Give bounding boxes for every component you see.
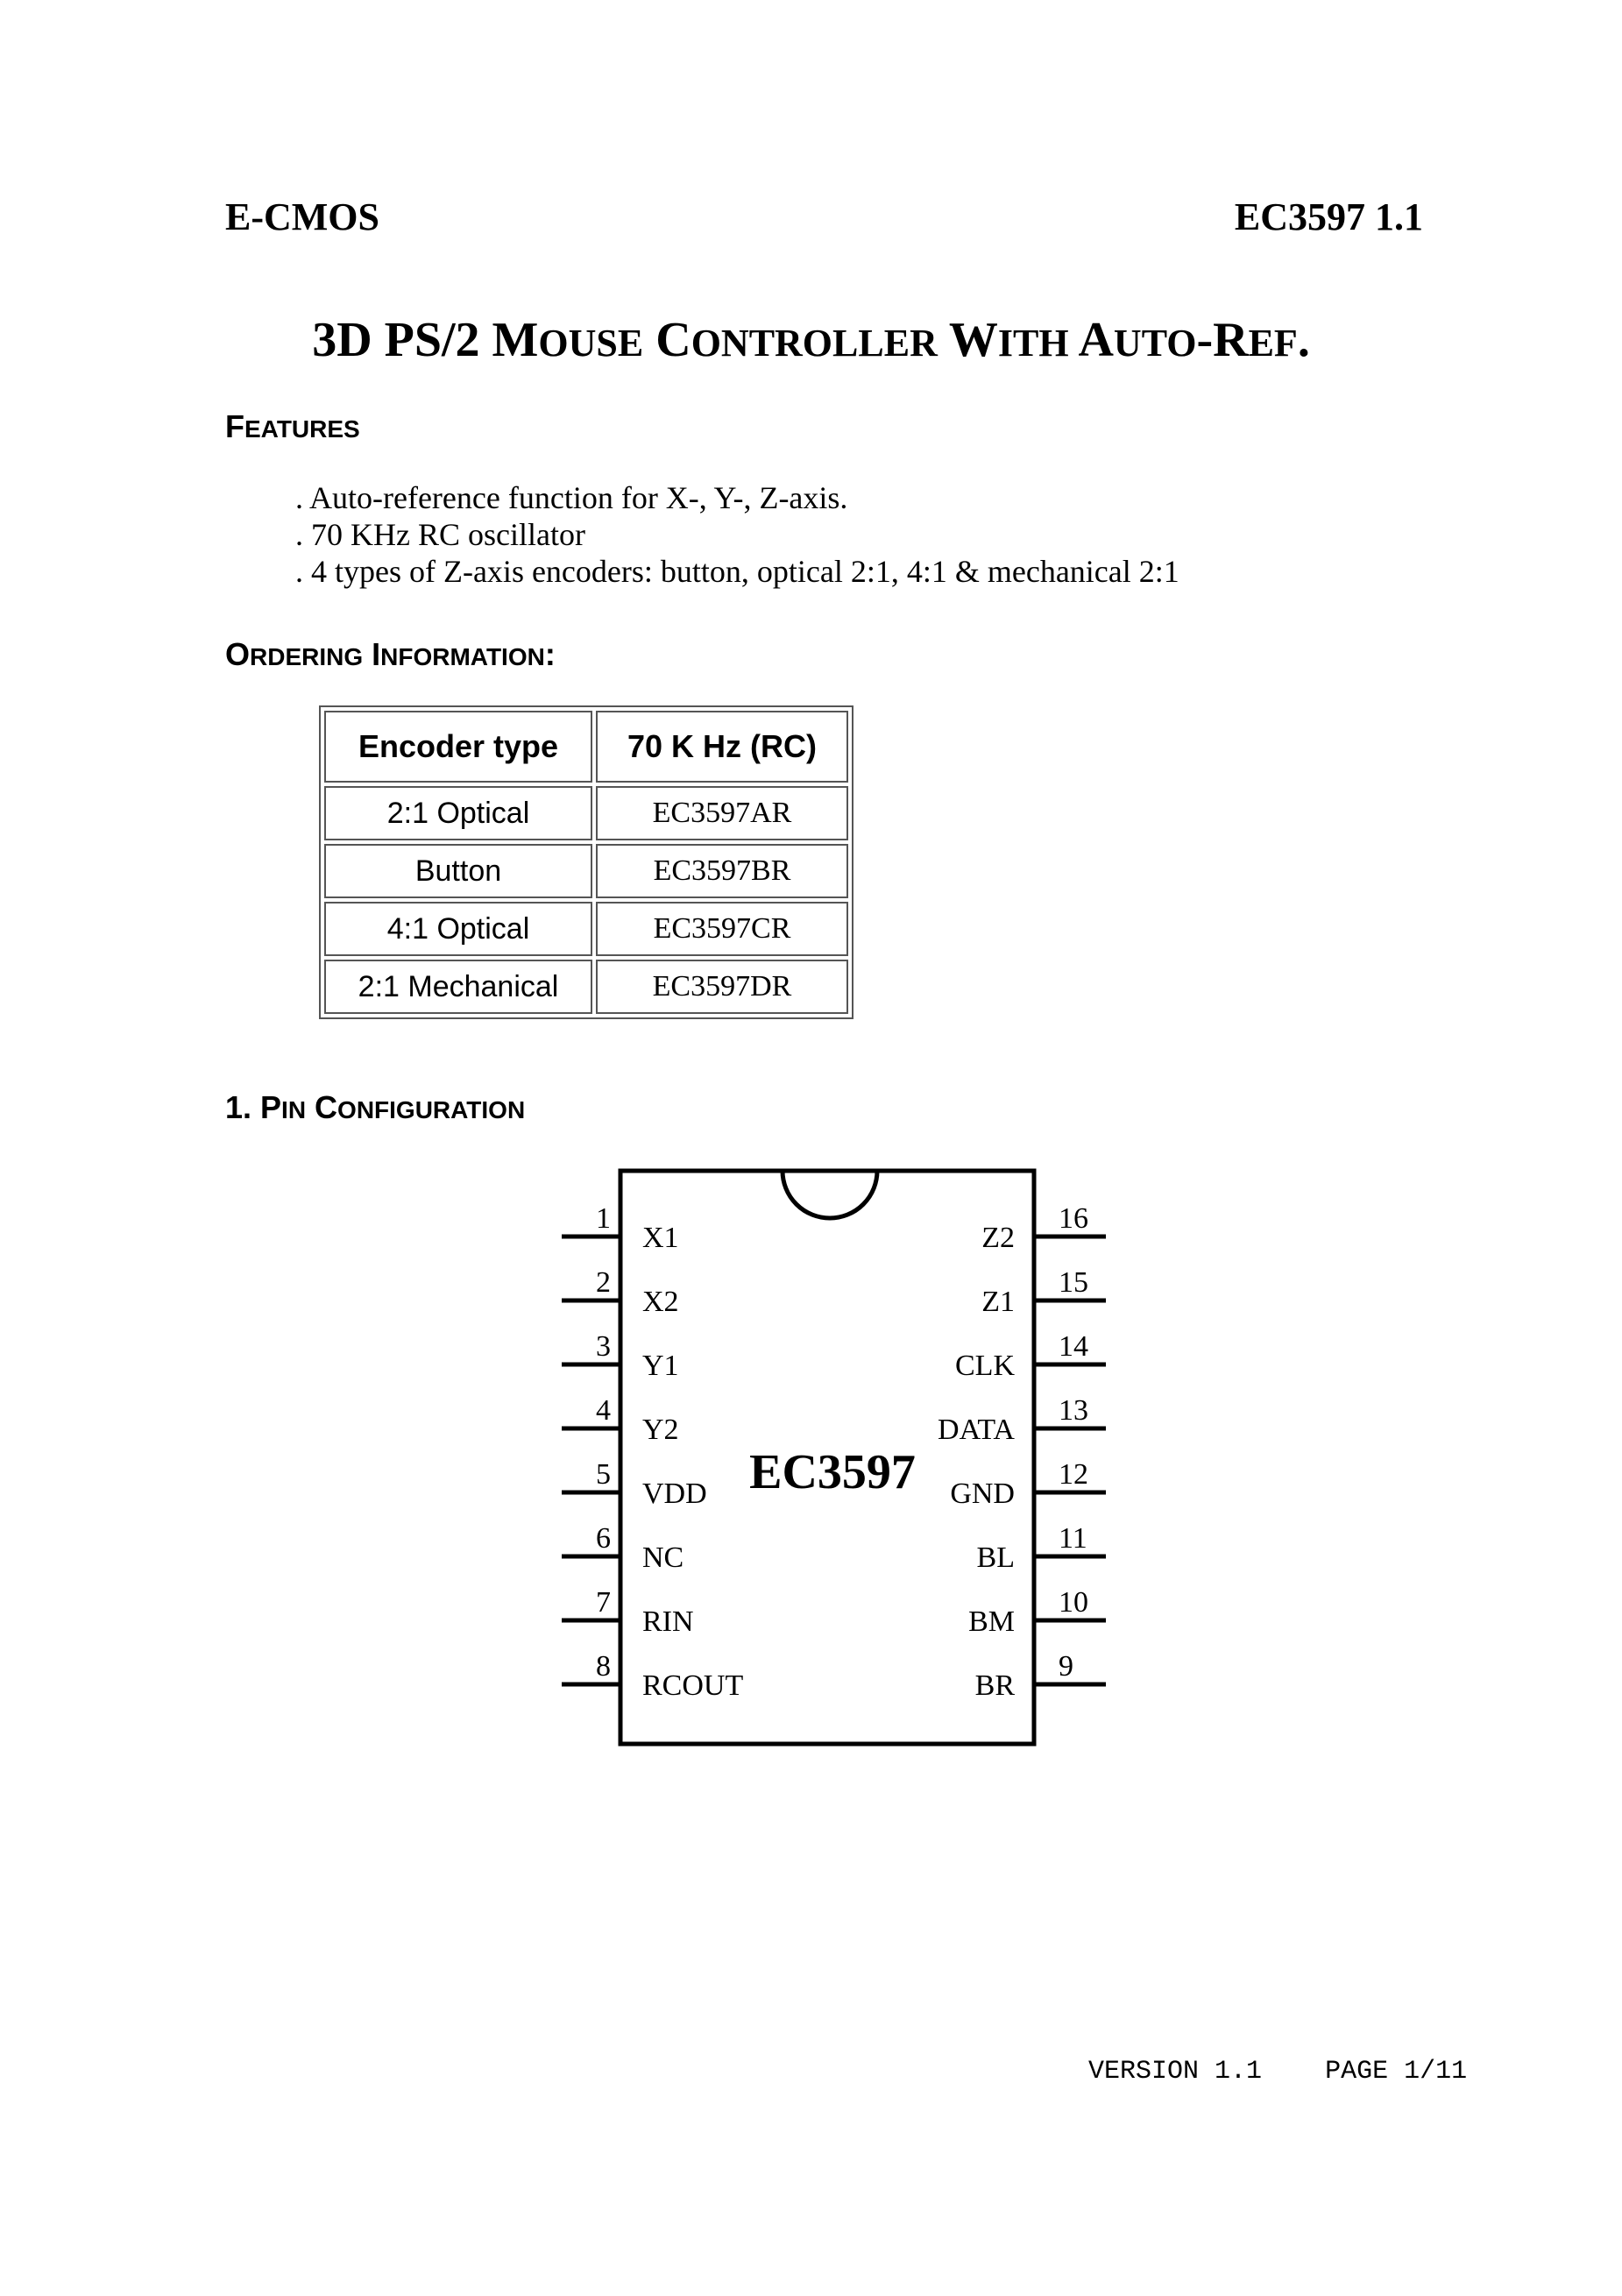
chip-notch <box>783 1171 877 1218</box>
feature-item: . 70 KHz RC oscillator <box>295 517 585 552</box>
column-header-frequency: 70 K Hz (RC) <box>596 711 848 783</box>
pin-number: 13 <box>1059 1394 1088 1427</box>
pin-label: X2 <box>642 1286 679 1318</box>
pin-label: Z2 <box>981 1222 1015 1254</box>
left-pins <box>562 1202 743 1702</box>
pin-label: BM <box>968 1605 1015 1638</box>
pin-label: Z1 <box>981 1286 1015 1318</box>
document-id: EC3597 1.1 <box>1234 195 1423 238</box>
pin-number: 5 <box>596 1458 611 1491</box>
pin-label: RIN <box>642 1605 694 1638</box>
pin-number: 7 <box>596 1586 611 1619</box>
pin-number: 6 <box>596 1522 611 1555</box>
encoder-cell: 2:1 Optical <box>324 786 592 840</box>
pin-number: 4 <box>596 1394 611 1427</box>
pin-number: 12 <box>1059 1458 1088 1491</box>
chip-name: EC3597 <box>749 1445 916 1499</box>
pin-label: Y2 <box>642 1414 679 1446</box>
part-number-cell: EC3597BR <box>596 844 848 898</box>
pin-number: 3 <box>596 1330 611 1363</box>
pin-number: 15 <box>1059 1266 1088 1299</box>
ordering-heading: ORDERING INFORMATION: <box>225 636 556 672</box>
column-header-encoder: Encoder type <box>324 711 592 783</box>
encoder-cell: Button <box>324 844 592 898</box>
pin-number: 11 <box>1059 1522 1087 1555</box>
pin-label: X1 <box>642 1222 679 1254</box>
part-number-cell: EC3597CR <box>596 902 848 956</box>
pin-label: Y1 <box>642 1350 679 1382</box>
pin-label: GND <box>950 1478 1015 1510</box>
version-label: VERSION 1.1 <box>1088 2057 1263 2087</box>
encoder-cell: 2:1 Mechanical <box>324 960 592 1014</box>
part-number-cell: EC3597AR <box>596 786 848 840</box>
feature-item: . 4 types of Z-axis encoders: button, optical 2:1, 4:1 & mechanical 2:1 <box>295 554 1179 589</box>
part-number-cell: EC3597DR <box>596 960 848 1014</box>
pin-label: NC <box>642 1541 684 1574</box>
document-title: 3D PS/2 MOUSE CONTROLLER WITH AUTO-REF. <box>312 313 1310 367</box>
pin-label: RCOUT <box>642 1669 744 1702</box>
feature-item: . Auto-reference function for X-, Y-, Z-axis. <box>295 480 848 515</box>
pin-label: BL <box>976 1541 1015 1574</box>
pin-label: CLK <box>955 1350 1015 1382</box>
pin-number: 1 <box>596 1202 611 1235</box>
company-name: E-CMOS <box>225 195 379 238</box>
pin-label: VDD <box>642 1478 707 1510</box>
pin-number: 14 <box>1059 1330 1088 1363</box>
pin-configuration-heading: 1. PIN CONFIGURATION <box>225 1089 526 1125</box>
pin-number: 8 <box>596 1650 611 1683</box>
right-pins <box>938 1202 1106 1702</box>
pin-number: 10 <box>1059 1586 1088 1619</box>
pin-number: 2 <box>596 1266 611 1299</box>
pin-label: DATA <box>938 1414 1015 1446</box>
pin-number: 16 <box>1059 1202 1088 1235</box>
encoder-cell: 4:1 Optical <box>324 902 592 956</box>
page-number: PAGE 1/11 <box>1325 2057 1468 2087</box>
pin-number: 9 <box>1059 1650 1073 1683</box>
features-heading: FEATURES <box>225 408 360 444</box>
page-footer <box>1088 2057 1467 2087</box>
pin-label: BR <box>974 1669 1015 1702</box>
